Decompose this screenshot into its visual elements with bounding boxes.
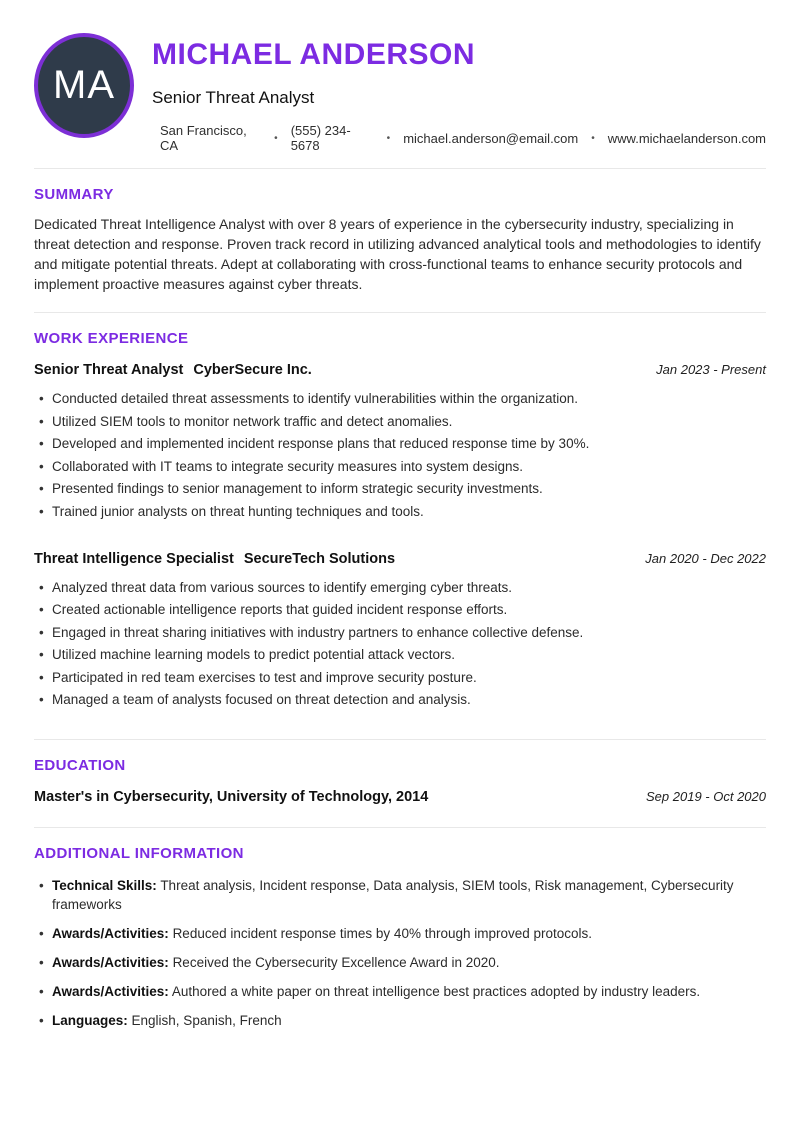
- candidate-title: Senior Threat Analyst: [152, 88, 315, 107]
- job-bullet: • Presented findings to senior management to inform strategic security investments.: [52, 479, 766, 498]
- contact-location: San Francisco, CA: [160, 123, 247, 153]
- job-bullet: • Utilized SIEM tools to monitor network traffic and detect anomalies.: [52, 412, 766, 431]
- education-dates: Sep 2019 - Oct 2020: [646, 789, 766, 804]
- info-item-label: Awards/Activities:: [52, 926, 169, 941]
- job-title: Senior Threat Analyst: [34, 362, 184, 378]
- work-experience-section: [34, 313, 766, 709]
- job-company: CyberSecure Inc.: [193, 362, 312, 378]
- job-bullet-list: [34, 578, 766, 710]
- info-item: [52, 982, 766, 1001]
- job-header: [34, 362, 766, 378]
- job-company: SecureTech Solutions: [243, 550, 396, 567]
- header-text: [152, 33, 766, 153]
- job-bullet: • Conducted detailed threat assessments to identify vulnerabilities within the organization.: [52, 389, 766, 408]
- info-item-text: Received the Cybersecurity Excellence Award in 2020.: [172, 955, 500, 970]
- job-bullet: • Trained junior analysts on threat hunting techniques and tools.: [52, 502, 766, 521]
- resume-header: [34, 33, 766, 153]
- education-degree: Master's in Cybersecurity, University of Technology, 2014: [34, 789, 429, 805]
- job-bullet: • Engaged in threat sharing initiatives with industry partners to enhance collective defense.: [52, 623, 766, 642]
- summary-heading: SUMMARY: [34, 186, 114, 203]
- contact-row: [160, 123, 766, 153]
- dot-separator-icon: •: [591, 132, 595, 144]
- education-heading: EDUCATION: [34, 757, 126, 774]
- info-item-text: English, Spanish, French: [131, 1013, 282, 1028]
- avatar-initials: MA: [53, 63, 115, 107]
- job-dates: Jan 2023 - Present: [656, 362, 766, 377]
- info-item: [52, 876, 766, 914]
- job-dates: Jan 2020 - Dec 2022: [645, 550, 766, 566]
- info-item-label: Languages:: [52, 1013, 128, 1028]
- info-item-label: Awards/Activities:: [52, 984, 169, 999]
- job-title-company: [34, 362, 312, 378]
- job-header: [34, 551, 766, 567]
- candidate-name: MICHAEL ANDERSON: [152, 38, 476, 71]
- info-item-label: Technical Skills:: [52, 878, 157, 893]
- summary-section: [34, 169, 766, 294]
- job-bullet: • Created actionable intelligence reports that guided incident response efforts.: [52, 600, 766, 619]
- additional-information-heading: ADDITIONAL INFORMATION: [34, 845, 244, 862]
- info-item: [52, 953, 766, 972]
- additional-information-section: [34, 828, 766, 1030]
- education-entry: [34, 789, 766, 805]
- job-bullet: • Participated in red team exercises to test and improve security posture.: [52, 668, 766, 687]
- avatar: [34, 33, 134, 138]
- job-bullet: • Managed a team of analysts focused on threat detection and analysis.: [52, 690, 766, 709]
- job-entry: [34, 551, 766, 710]
- info-item-label: Awards/Activities:: [52, 955, 169, 970]
- job-title-company: [34, 551, 395, 567]
- job-bullet: • Collaborated with IT teams to integrate security measures into system designs.: [52, 457, 766, 476]
- dot-separator-icon: •: [274, 132, 278, 144]
- job-title: Threat Intelligence Specialist: [34, 550, 234, 567]
- contact-website: www.michaelanderson.com: [607, 130, 766, 146]
- info-item-text: Threat analysis, Incident response, Data analysis, SIEM tools, Risk management, Cybersecurity frameworks: [52, 878, 734, 912]
- info-item: [52, 924, 766, 943]
- job-bullet: • Developed and implemented incident response plans that reduced response time by 30%.: [52, 434, 766, 453]
- contact-phone: (555) 234-5678: [290, 123, 351, 153]
- contact-email: michael.anderson@email.com: [403, 130, 579, 146]
- education-section: [34, 740, 766, 805]
- job-bullet-list: [34, 389, 766, 521]
- info-item-text: Authored a white paper on threat intelligence best practices adopted by industry leaders.: [171, 984, 701, 999]
- dot-separator-icon: •: [386, 132, 391, 144]
- job-entry: [34, 362, 766, 521]
- info-item: [52, 1011, 766, 1030]
- job-bullet: • Analyzed threat data from various sources to identify emerging cyber threats.: [52, 578, 766, 597]
- additional-info-list: [34, 876, 766, 1030]
- work-experience-heading: WORK EXPERIENCE: [34, 330, 189, 347]
- job-bullet: • Utilized machine learning models to predict potential attack vectors.: [52, 645, 766, 664]
- info-item-text: Reduced incident response times by 40% through improved protocols.: [172, 926, 593, 941]
- summary-text: Dedicated Threat Intelligence Analyst with over 8 years of experience in the cybersecurity industry, specializing in threat detection and response. Proven track record in utilizing advanced analytical tools and methodologies to identify and mitigate potential threats. Adept at collaborating with cross-functional teams to enhance security protocols and implement proactive measures against cyber threats.: [34, 216, 761, 292]
